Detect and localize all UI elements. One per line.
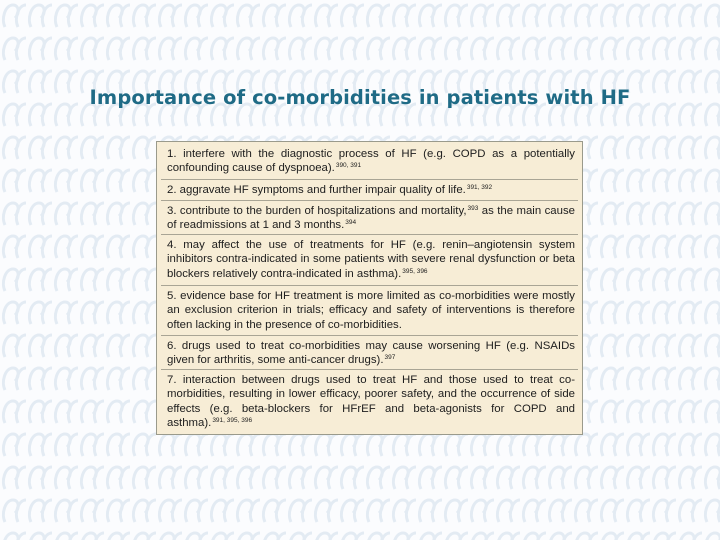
table-row [161, 144, 578, 180]
reference-superscript: 390, 391 [335, 162, 362, 170]
table-row [161, 286, 578, 336]
row-text: 4. may affect the use of treatments for HF (e.g. renin–angiotensin system inhibitors contra-indicated in some patients with severe renal dysfunction or beta blockers relatively contra-indicated in asthma). [167, 239, 575, 280]
reference-superscript: 391, 392 [466, 184, 493, 191]
reference-superscript: 397 [384, 354, 396, 362]
table-row [161, 235, 578, 286]
table-row [161, 180, 578, 201]
row-text: 1. interfere with the diagnostic process of HF (e.g. COPD as a potentially confounding cause of dyspnoea). [167, 148, 575, 175]
row-text: 7. interaction between drugs used to treat HF and those used to treat co-morbidities, resulting in lower efficacy, poorer safety, and the occurrence of side effects (e.g. beta-blockers for HFrEF and beta-agonists for COPD and asthma). [167, 374, 575, 430]
row-text: 5. evidence base for HF treatment is more limited as co-morbidities were mostly an exclusion criterion in trials; efficacy and safety of interventions is therefore often lacking in the presence of co-morbidities. [167, 290, 575, 331]
comorbidities-table [156, 141, 583, 435]
reference-superscript: 395, 396 [402, 267, 428, 275]
table-row [161, 201, 578, 235]
row-text: 2. aggravate HF symptoms and further impair quality of life. [167, 184, 466, 196]
table-row [161, 336, 578, 370]
reference-superscript: 393 [467, 205, 479, 212]
table-row [161, 370, 578, 434]
row-text-continued: as the main cause of readmissions at 1 and 3 months. [167, 205, 575, 232]
row-text: 3. contribute to the burden of hospitalizations and mortality, [167, 205, 467, 217]
reference-superscript: 391, 395, 396 [212, 417, 253, 425]
row-text: 6. drugs used to treat co-morbidities may cause worsening HF (e.g. NSAIDs given for arthritis, some anti-cancer drugs). [167, 340, 575, 367]
slide-title: Importance of co-morbidities in patients with HF [89, 86, 631, 109]
reference-superscript: 394 [345, 219, 357, 227]
